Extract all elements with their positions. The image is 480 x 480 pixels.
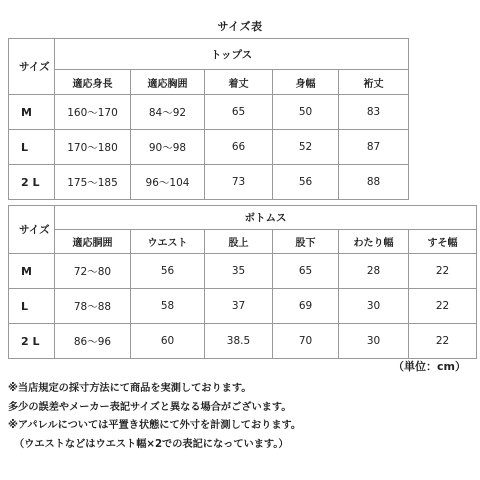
- table-row: [9, 254, 477, 289]
- table-cell: 175〜185: [55, 165, 131, 200]
- bottoms-col-header: 適応胴囲: [55, 230, 131, 254]
- unit-label: （単位：cm）: [393, 360, 466, 373]
- tops-col-header: 裄丈: [339, 70, 409, 95]
- table-row: [9, 289, 477, 324]
- size-label: L: [9, 289, 55, 324]
- table-cell: 28: [339, 254, 409, 289]
- table-cell: 30: [339, 324, 409, 359]
- table-cell: 88: [339, 165, 409, 200]
- size-label: L: [9, 130, 55, 165]
- table-cell: 170〜180: [55, 130, 131, 165]
- table-cell: 65: [205, 95, 273, 130]
- table-cell: 37: [205, 289, 273, 324]
- note-line: （ウエストなどはウエスト幅×2での表記になっています。）: [14, 438, 289, 450]
- table-cell: 70: [273, 324, 339, 359]
- table-cell: 72〜80: [55, 254, 131, 289]
- table-cell: 160〜170: [55, 95, 131, 130]
- table-cell: 60: [131, 324, 205, 359]
- bottoms-col-header: 股上: [205, 230, 273, 254]
- bottoms-col-header: 股下: [273, 230, 339, 254]
- bottoms-col-header: すそ幅: [409, 230, 477, 254]
- table-cell: 90〜98: [131, 130, 205, 165]
- size-label: 2 L: [9, 324, 55, 359]
- table-cell: 65: [273, 254, 339, 289]
- table-row: [9, 165, 409, 200]
- table-cell: 22: [409, 324, 477, 359]
- table-cell: 86〜96: [55, 324, 131, 359]
- note-line: ※当店規定の採寸方法にて商品を実測しております。: [8, 383, 252, 394]
- bottoms-size-header: サイズ: [9, 206, 55, 254]
- table-cell: 35: [205, 254, 273, 289]
- table-cell: 56: [273, 165, 339, 200]
- tops-col-header: 着丈: [205, 70, 273, 95]
- table-cell: 50: [273, 95, 339, 130]
- table-cell: 22: [409, 289, 477, 324]
- table-cell: 87: [339, 130, 409, 165]
- tops-col-header: 適応身長: [55, 70, 131, 95]
- table-cell: 84〜92: [131, 95, 205, 130]
- tops-size-table: [8, 38, 409, 200]
- table-cell: 38.5: [205, 324, 273, 359]
- bottoms-group-header: ボトムス: [55, 206, 477, 230]
- bottoms-col-header: ウエスト: [131, 230, 205, 254]
- note-line: 多少の誤差やメーカー表記サイズと異なる場合がございます。: [8, 401, 292, 413]
- table-cell: 58: [131, 289, 205, 324]
- table-cell: 83: [339, 95, 409, 130]
- table-cell: 22: [409, 254, 477, 289]
- table-cell: 69: [273, 289, 339, 324]
- table-row: [9, 95, 409, 130]
- bottoms-col-header: わたり幅: [339, 230, 409, 254]
- tops-group-header: トップス: [55, 39, 409, 70]
- size-label: M: [9, 95, 55, 130]
- table-cell: 66: [205, 130, 273, 165]
- table-cell: 56: [131, 254, 205, 289]
- note-line: ※アパレルについては平置き状態にて外寸を計測しております。: [8, 420, 302, 431]
- table-cell: 52: [273, 130, 339, 165]
- table-cell: 73: [205, 165, 273, 200]
- size-label: 2 L: [9, 165, 55, 200]
- tops-size-header: サイズ: [9, 39, 55, 95]
- table-cell: 30: [339, 289, 409, 324]
- notes-block: [8, 380, 301, 454]
- tops-col-header: 身幅: [273, 70, 339, 95]
- bottoms-size-table: [8, 205, 477, 359]
- tops-col-header: 適応胸囲: [131, 70, 205, 95]
- table-row: [9, 130, 409, 165]
- size-chart-title: サイズ表: [217, 20, 263, 33]
- table-cell: 96〜104: [131, 165, 205, 200]
- table-row: [9, 324, 477, 359]
- size-label: M: [9, 254, 55, 289]
- table-cell: 78〜88: [55, 289, 131, 324]
